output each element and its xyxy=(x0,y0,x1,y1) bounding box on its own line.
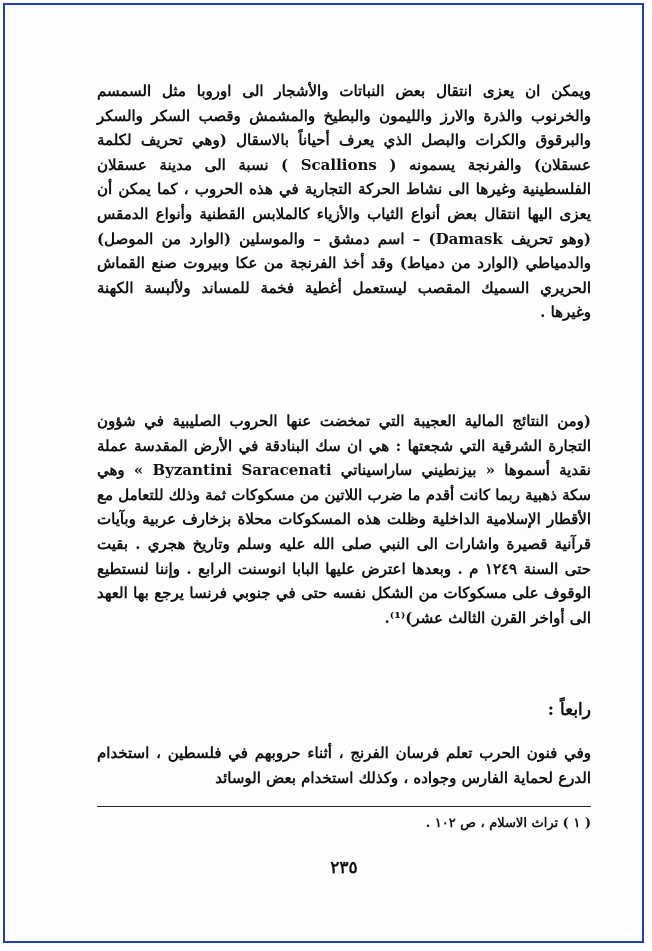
paragraph-3: وفي فنون الحرب تعلم فرسان الفرنج ، أثناء حروبهم في فلسطين ، استخدام الدرع لحماية الفارس وجواده ، وكذلك استخدام بعض الوسائد xyxy=(97,744,591,787)
section-heading: رابعاً : xyxy=(547,700,591,720)
paragraph-2: (ومن النتائج المالية العجيبة التي تمخضت عنها الحروب الصليبية في شؤون التجارة الشرقية التي شجعتها : هي ان سك البنادقة في الأرض المقدسة عملة نقدية أسموها « بيزنطيني ساراسيناتي Byzantini Saracenati » وهي سكة ذهبية ربما كانت أقدم ما ضرب اللاتين من مسكوكات ثمة وذلك للتعامل مع الأقطار الإسلامية الداخلية وظلت هذه المسكوكات محلاة بزخارف عربية وبآيات قرآنية قصيرة واشارات الى النبي صلى الله عليه وسلم وتاريخ هجري . بقيت حتى السنة ١٢٤٩ م . وبعدها اعترض عليها البابا انوسنت الرابع . وإننا لنستطيع الوقوف على مسكوكات من الشكل نفسه حتى في جنوبي فرنسا يرجع بها العهد الى أواخر القرن الثالث عشر)⁽¹⁾. xyxy=(97,412,591,627)
page-frame xyxy=(3,3,644,943)
paragraph-1: ويمكن ان يعزى انتقال بعض النباتات والأشجار الى اوروبا مثل السمسم والخرنوب والذرة والارز والليمون والبطيخ والمشمش وقصب السكر والسكر والبرقوق والكرات والبصل الذي يعرف أحياناً بالاسقال (وهي تحريف لكلمة عسقلان) والفرنجة يسمونه ( Scallions ) نسبة الى مدينة عسقلان الفلسطينية وغيرها الى نشاط الحركة التجارية في هذه الحروب ، كما يمكن أن يعزى اليها انتقال بعض أنواع الثياب والأزياء كالملابس القطنية وأنواع الدمقس (وهو تحريف Damask) – اسم دمشق – والموسلين (الوارد من الموصل) والدمياطي (الوارد من دمياط) وقد أخذ الفرنجة من عكا وبيروت صنع القماش الحريري السميك المقصب ليستعمل أغطية فخمة للمساند ولألبسة الكهنة وغيرها . xyxy=(97,82,591,322)
page-number: ٢٣٥ xyxy=(330,858,358,878)
footnote: ( ١ ) تراث الاسلام ، ص ١٠٢ . xyxy=(425,816,591,831)
footnote-divider xyxy=(97,806,591,807)
